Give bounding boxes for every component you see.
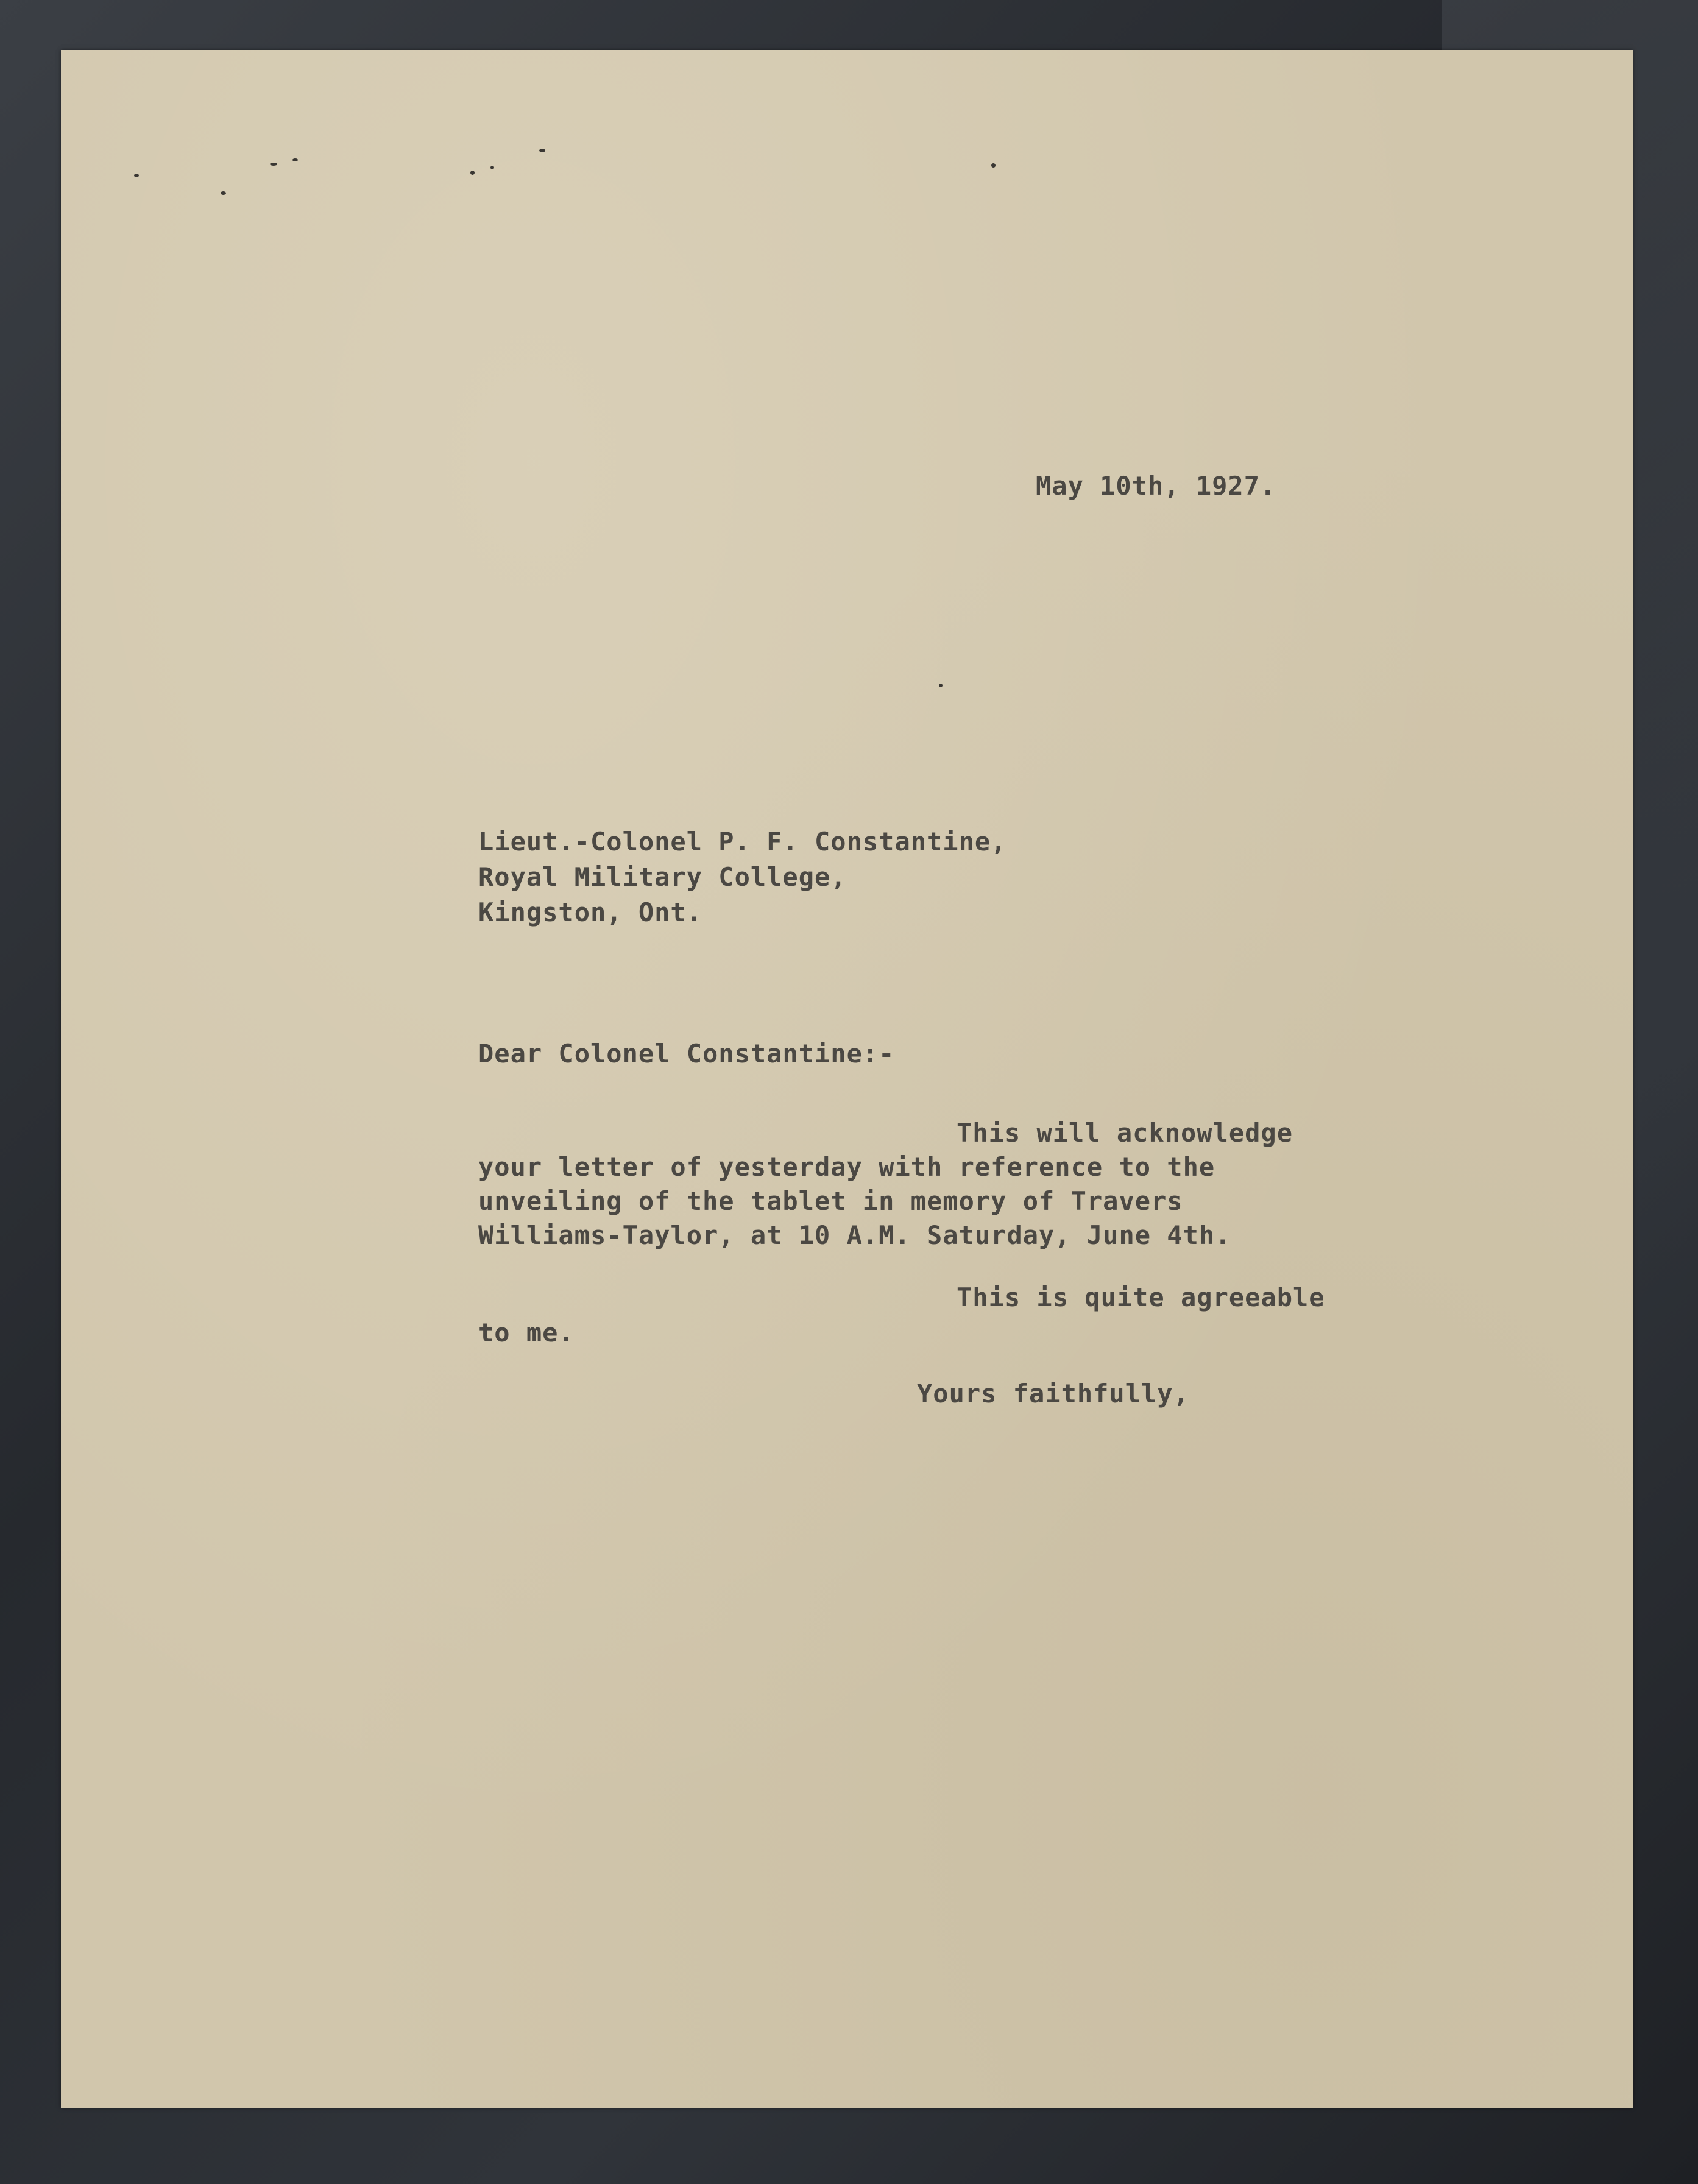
body-line: This will acknowledge xyxy=(957,1118,1293,1148)
ink-speck xyxy=(470,171,475,175)
body-line: to me. xyxy=(478,1318,575,1348)
ink-speck xyxy=(270,163,277,166)
salutation: Dear Colonel Constantine:- xyxy=(478,1039,895,1069)
body-line: unveiling of the tablet in memory of Travers xyxy=(478,1186,1183,1216)
ink-speck xyxy=(134,174,139,177)
body-line: your letter of yesterday with reference to the xyxy=(478,1152,1215,1182)
ink-speck xyxy=(539,149,545,152)
ink-speck xyxy=(292,158,298,161)
ink-speck xyxy=(939,684,943,687)
body-line: This is quite agreeable xyxy=(957,1282,1325,1312)
body-line: Williams-Taylor, at 10 A.M. Saturday, June 4th. xyxy=(478,1220,1231,1250)
closing: Yours faithfully, xyxy=(917,1379,1189,1408)
recipient-name: Lieut.-Colonel P. F. Constantine, xyxy=(478,827,1007,857)
ink-speck xyxy=(991,163,996,168)
ink-speck xyxy=(221,191,226,195)
ink-speck xyxy=(490,166,494,169)
letter-date: May 10th, 1927. xyxy=(1036,471,1276,501)
recipient-institution: Royal Military College, xyxy=(478,862,847,892)
letter-page xyxy=(61,50,1633,2108)
recipient-city: Kingston, Ont. xyxy=(478,897,703,927)
